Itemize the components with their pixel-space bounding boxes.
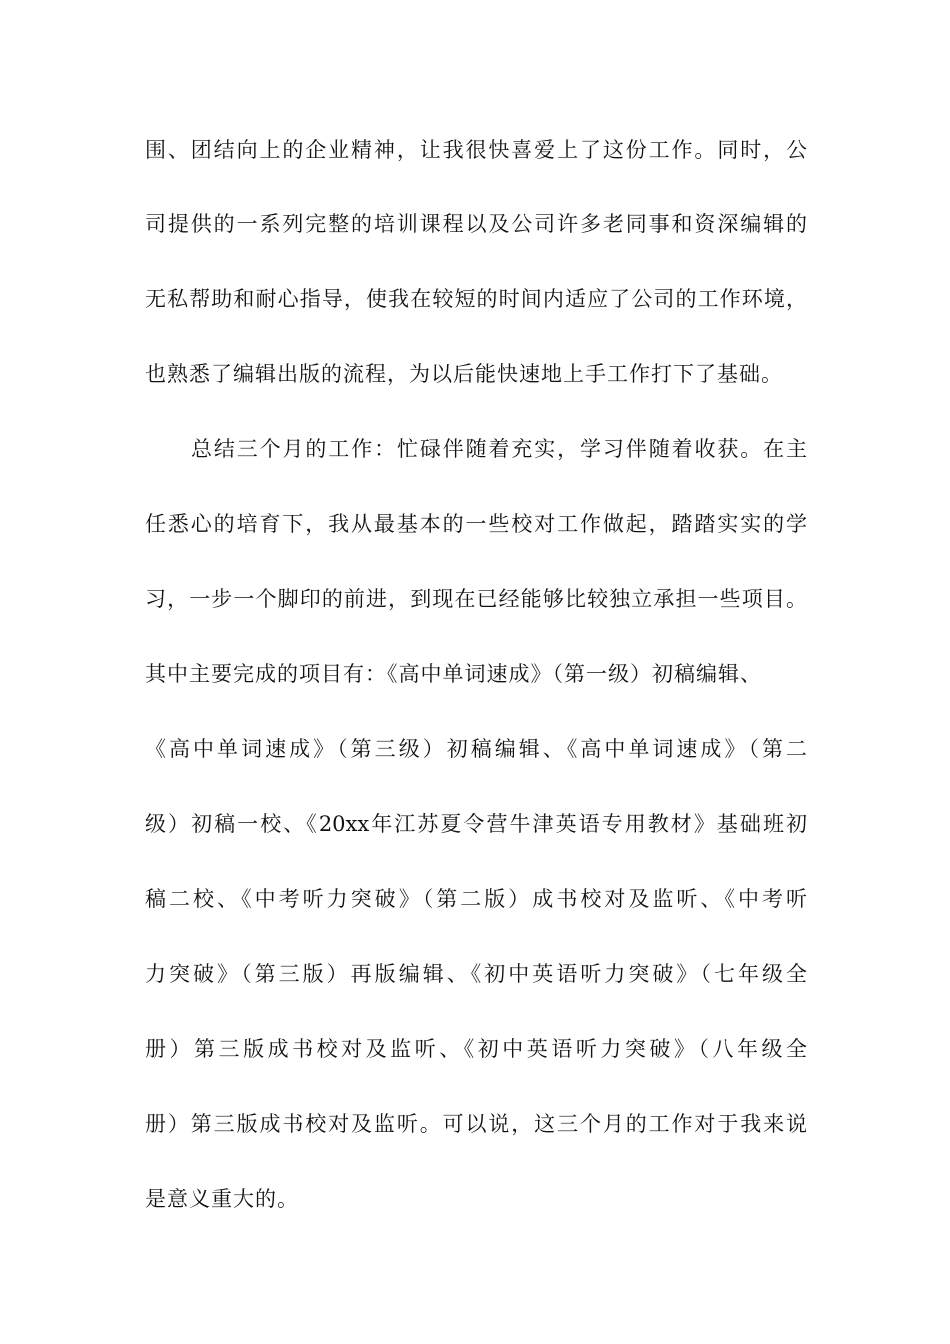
- paragraph-line: 围、团结向上的企业精神，让我很快喜爱上了这份工作。同时，公: [145, 138, 807, 162]
- paragraph-line: 也熟悉了编辑出版的流程，为以后能快速地上手工作打下了基础。: [145, 362, 783, 386]
- paragraph-line: 册）第三版成书校对及监听、《初中英语听力突破》（八年级全: [145, 1037, 807, 1061]
- paragraph-line: 司提供的一系列完整的培训课程以及公司许多老同事和资深编辑的: [145, 212, 807, 236]
- paragraph-line: 习，一步一个脚印的前进，到现在已经能够比较独立承担一些项目。: [145, 587, 807, 611]
- paragraph-line: 总结三个月的工作：忙碌伴随着充实，学习伴随着收获。在主: [191, 437, 807, 461]
- paragraph-line: 是意义重大的。: [145, 1187, 299, 1211]
- paragraph-line: 力突破》（第三版）再版编辑、《初中英语听力突破》（七年级全: [145, 962, 807, 986]
- paragraph-line: 任悉心的培育下，我从最基本的一些校对工作做起，踏踏实实的学: [145, 512, 807, 536]
- paragraph-line: 其中主要完成的项目有：《高中单词速成》（第一级）初稿编辑、: [145, 662, 762, 686]
- paragraph-line: 稿二校、《中考听力突破》（第二版）成书校对及监听、《中考听: [145, 887, 807, 911]
- paragraph-line: 无私帮助和耐心指导，使我在较短的时间内适应了公司的工作环境，: [145, 287, 807, 311]
- paragraph-line: 册）第三版成书校对及监听。可以说，这三个月的工作对于我来说: [145, 1112, 807, 1136]
- paragraph-line: 级）初稿一校、《20xx年江苏夏令营牛津英语专用教材》基础班初: [145, 812, 807, 836]
- paragraph-line: 《高中单词速成》（第三级）初稿编辑、《高中单词速成》（第二: [145, 737, 807, 761]
